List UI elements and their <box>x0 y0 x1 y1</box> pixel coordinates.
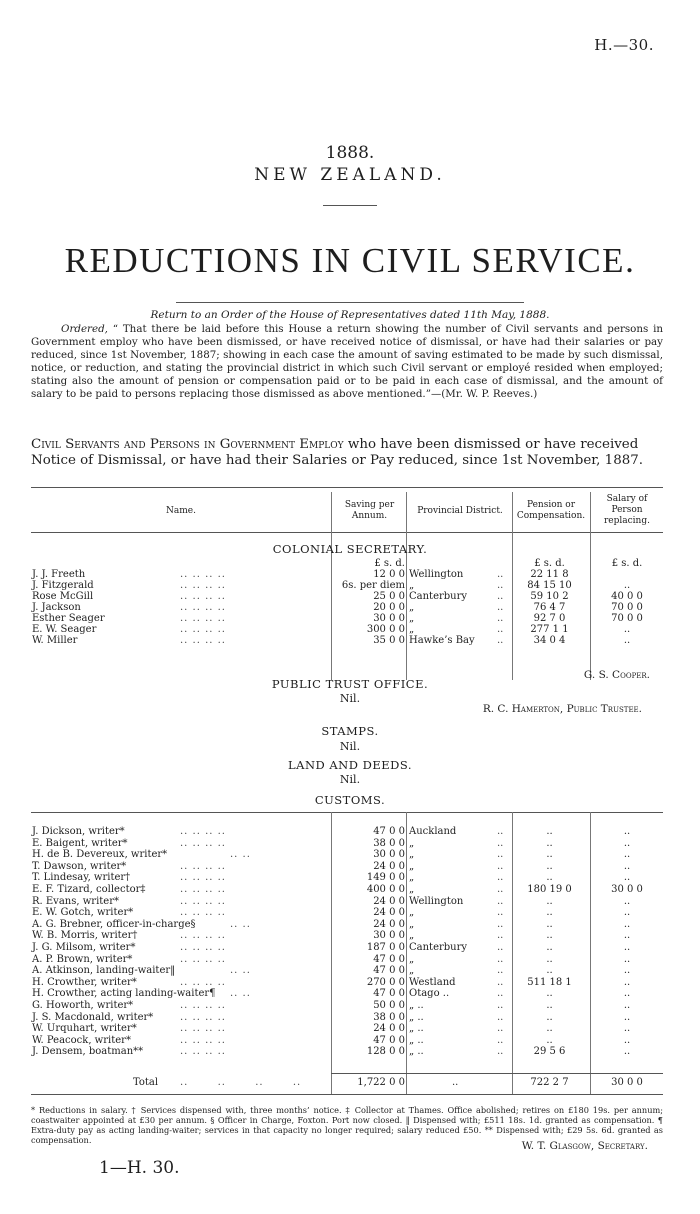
customs-salary: .. <box>623 907 631 919</box>
customs-name: J. Dickson, writer* <box>32 826 125 837</box>
customs-row <box>0 849 700 860</box>
colonial-name: J. Jackson <box>32 602 81 613</box>
customs-row <box>0 861 700 872</box>
customs-pension: .. <box>546 1034 553 1046</box>
customs-leader: .. .. .. .. <box>180 1023 226 1035</box>
customs-row <box>0 977 700 988</box>
col-header-salary-line3: replacing. <box>604 516 650 526</box>
customs-leader: .. .. .. .. <box>180 942 226 953</box>
customs-leader-2: .. <box>497 1000 504 1011</box>
customs-leader-2: .. <box>497 942 504 953</box>
customs-leader: .. .. .. .. <box>180 837 226 849</box>
customs-saving: 30 0 0 <box>373 930 405 942</box>
customs-name: J. Densem, boatman** <box>32 1046 144 1058</box>
colonial-leader: .. .. .. .. <box>180 624 226 635</box>
customs-leader-2: .. <box>497 1023 504 1035</box>
colonial-salary: .. <box>623 635 631 646</box>
colonial-saving: 30 0 0 <box>373 613 405 624</box>
total-leader: .. .. .. .. <box>180 1077 302 1088</box>
colonial-row <box>0 624 700 635</box>
colonial-leader: .. .. .. .. <box>180 613 226 624</box>
customs-salary: .. <box>623 1000 631 1011</box>
colonial-saving: 35 0 0 <box>373 635 405 646</box>
customs-leader-2: .. <box>497 895 504 907</box>
customs-pension: 180 19 0 <box>527 884 572 895</box>
customs-pension: .. <box>546 930 553 942</box>
customs-salary: .. <box>623 1046 631 1058</box>
public-trust-nil: Nil. <box>339 692 361 705</box>
colonial-pension: 92 7 0 <box>533 613 566 624</box>
col-header-salary-line2: Person <box>611 505 643 515</box>
customs-salary: .. <box>623 942 631 953</box>
customs-leader: .. .. .. .. <box>180 953 226 965</box>
customs-leader: .. .. .. .. <box>180 826 226 837</box>
hamerton-signature-text: R. C. Hamerton, Public Trustee. <box>482 703 642 715</box>
col-header-district: Provincial District. <box>417 506 503 516</box>
customs-salary: 30 0 0 <box>611 884 643 895</box>
colonial-district: Canterbury <box>409 591 468 602</box>
colonial-pension: 84 15 10 <box>527 580 572 591</box>
customs-district: „ .. <box>409 1034 424 1046</box>
document-title: REDUCTIONS IN CIVIL SERVICE. <box>64 241 636 280</box>
customs-leader-2: .. <box>497 976 504 988</box>
colonial-leader: .. .. .. .. <box>180 569 226 580</box>
customs-row <box>0 826 700 837</box>
customs-leader-2: .. <box>497 907 504 919</box>
return-line: Return to an Order of the House of Representatives dated 11th May, 1888. <box>150 309 550 321</box>
customs-row <box>0 872 700 883</box>
colonial-row <box>0 635 700 646</box>
customs-district: „ .. <box>409 1046 424 1058</box>
colonial-saving: 6s. per diem <box>341 580 405 591</box>
customs-salary: .. <box>623 849 631 861</box>
customs-leader-2: .. <box>497 988 504 1000</box>
customs-pension: .. <box>546 1000 553 1011</box>
customs-saving: 47 0 0 <box>373 1034 405 1046</box>
col-header-pension <box>512 500 590 522</box>
customs-district: Otago .. <box>409 988 450 1000</box>
page-number: H.—30. <box>594 36 654 54</box>
customs-district: „ <box>409 918 415 930</box>
land-deeds-nil: Nil. <box>339 773 361 786</box>
ordered-label: Ordered, <box>61 323 108 335</box>
col-header-saving <box>333 500 406 522</box>
customs-pension: .. <box>546 965 553 977</box>
customs-saving: 38 0 0 <box>373 837 405 849</box>
print-number: 1—H. 30. <box>99 1158 180 1178</box>
colonial-district: „ <box>409 613 415 624</box>
customs-row <box>0 838 700 849</box>
colonial-row <box>0 613 700 624</box>
customs-row <box>0 988 700 999</box>
colonial-salary: 70 0 0 <box>611 602 643 613</box>
customs-pension: .. <box>546 1023 553 1035</box>
total-label: Total <box>133 1077 159 1088</box>
customs-row <box>0 930 700 941</box>
customs-name: A. G. Brebner, officer-in-charge§ <box>32 918 196 930</box>
customs-row <box>0 954 700 965</box>
customs-saving: 38 0 0 <box>373 1011 405 1023</box>
customs-name: G. Howorth, writer* <box>32 1000 134 1011</box>
title-rule-bottom <box>176 302 524 303</box>
customs-row <box>0 907 700 918</box>
customs-name: J. G. Milsom, writer* <box>32 942 136 953</box>
header-bottom-rule <box>31 532 663 533</box>
customs-leader-2: .. <box>497 918 504 930</box>
customs-pension: .. <box>546 849 553 861</box>
heading-small-caps: Civil Servants and Persons in Government Employ <box>31 437 344 452</box>
customs-leader-2: .. <box>497 953 504 965</box>
customs-name: T. Lindesay, writer† <box>32 872 131 884</box>
customs-district: „ <box>409 965 415 977</box>
customs-row <box>0 1023 700 1034</box>
col-header-saving-line2: Annum. <box>351 511 388 521</box>
col-header-salary-line1: Salary of <box>606 494 648 504</box>
customs-leader-2: .. <box>497 837 504 849</box>
customs-leader-2: .. <box>497 930 504 942</box>
customs-leader-2: .. <box>497 884 504 895</box>
customs-pension: .. <box>546 895 553 907</box>
units-saving: £ s. d. <box>374 558 405 569</box>
customs-leader: .. .. .. .. <box>180 872 226 884</box>
customs-district: „ <box>409 872 415 884</box>
customs-salary: .. <box>623 1011 631 1023</box>
table-top-rule <box>31 487 663 488</box>
customs-saving: 47 0 0 <box>373 826 405 837</box>
customs-pension: .. <box>546 1011 553 1023</box>
colonial-row <box>0 580 700 591</box>
customs-district: „ .. <box>409 1000 424 1011</box>
customs-salary: .. <box>623 918 631 930</box>
glasgow-signature-text: W. T. Glasgow, Secretary. <box>521 1140 648 1152</box>
customs-district: Auckland <box>409 826 457 837</box>
colonial-name: J. Fitzgerald <box>32 580 94 591</box>
customs-saving: 24 0 0 <box>373 895 405 907</box>
hamerton-signature <box>483 703 642 715</box>
customs-pension: 511 18 1 <box>527 976 572 988</box>
colonial-leader-2: .. <box>497 613 504 624</box>
colonial-leader-2: .. <box>497 635 504 646</box>
customs-district: Canterbury <box>409 942 468 953</box>
customs-salary: .. <box>623 837 631 849</box>
customs-saving: 47 0 0 <box>373 965 405 977</box>
customs-name: A. Atkinson, landing-waiter‖ <box>32 965 176 977</box>
customs-district: „ .. <box>409 1023 424 1035</box>
customs-saving: 187 0 0 <box>366 942 405 953</box>
customs-leader: .. .. .. .. <box>180 860 226 872</box>
order-paragraph <box>31 323 663 401</box>
col-header-name: Name. <box>166 506 196 516</box>
customs-district: „ .. <box>409 1011 424 1023</box>
colonial-name: W. Miller <box>32 635 78 646</box>
customs-district: „ <box>409 953 415 965</box>
colonial-district: „ <box>409 580 415 591</box>
colonial-row <box>0 602 700 613</box>
customs-leader: .. .. .. .. <box>180 1046 226 1058</box>
colonial-pension: 22 11 8 <box>530 569 569 580</box>
table-heading <box>31 437 663 469</box>
colonial-name: Esther Seager <box>32 613 105 624</box>
col-header-pension-line1: Pension or <box>526 500 576 510</box>
customs-leader: .. .. .. .. <box>180 895 226 907</box>
customs-leader: .. .. .. .. <box>180 1034 226 1046</box>
customs-leader: .. .. .. .. <box>180 1011 226 1023</box>
customs-leader-2: .. <box>497 965 504 977</box>
customs-saving: 30 0 0 <box>373 849 405 861</box>
section-stamps: STAMPS. <box>321 724 379 738</box>
customs-pension: .. <box>546 837 553 849</box>
customs-saving: 270 0 0 <box>366 976 405 988</box>
colonial-district: „ <box>409 602 415 613</box>
ordered-text: “ That there be laid before this House a return showing the number of Civil servants and persons in Government employ who have been dismissed, or have received notice of dismissal, or have had their salaries or pay reduced, since 1st November, 1887; showing in each case the amount of saving estimated to be made by such dismissal, notice, or reduction, and stating the provincial district in which such Civil servant or employé resided when employed; stating also the amount of pension or compensation paid or to be paid in each case of dismissal, and the amount of salary to be paid to persons replacing those dismissed as above mentioned.”—(Mr. W. P. Reeves.) <box>31 323 663 400</box>
customs-district: „ <box>409 837 415 849</box>
colonial-leader: .. .. .. .. <box>180 602 226 613</box>
customs-leader: .. .. .. .. <box>180 930 226 942</box>
colonial-salary: 40 0 0 <box>611 591 643 602</box>
customs-name: R. Evans, writer* <box>32 895 119 907</box>
colonial-row <box>0 569 700 580</box>
colonial-leader-2: .. <box>497 591 504 602</box>
customs-district: „ <box>409 930 415 942</box>
title-rule-top <box>323 205 377 206</box>
total-district: .. <box>452 1077 459 1088</box>
cooper-signature-text: G. S. Cooper. <box>583 669 650 681</box>
colonial-leader: .. .. .. .. <box>180 635 226 646</box>
customs-leader: .. .. <box>230 849 251 861</box>
customs-leader: .. .. <box>230 965 251 977</box>
customs-name: H. de B. Devereux, writer* <box>32 849 168 861</box>
colonial-leader-2: .. <box>497 580 504 591</box>
customs-salary: .. <box>623 860 631 872</box>
colonial-row <box>0 591 700 602</box>
customs-leader: .. .. .. .. <box>180 884 226 895</box>
colonial-saving: 20 0 0 <box>373 602 405 613</box>
customs-row <box>0 1035 700 1046</box>
customs-salary: .. <box>623 895 631 907</box>
colonial-saving: 300 0 0 <box>366 624 405 635</box>
customs-saving: 24 0 0 <box>373 907 405 919</box>
customs-saving: 50 0 0 <box>373 1000 405 1011</box>
customs-row <box>0 965 700 976</box>
customs-name: W. Peacock, writer* <box>32 1034 131 1046</box>
colonial-name: J. J. Freeth <box>32 569 86 580</box>
colonial-name: Rose McGill <box>32 591 94 602</box>
customs-row <box>0 884 700 895</box>
customs-leader: .. .. <box>230 988 251 1000</box>
customs-name: H. Crowther, writer* <box>32 976 137 988</box>
total-saving: 1,722 0 0 <box>357 1077 405 1088</box>
customs-row <box>0 1012 700 1023</box>
total-row <box>0 1077 700 1088</box>
heading-rest: who have been dismissed or have received Notice of Dismissal, or have had their Salaries or Pay reduced, since 1st November, 1887. <box>31 437 644 468</box>
customs-district: Westland <box>409 976 456 988</box>
colonial-leader-2: .. <box>497 569 504 580</box>
section-land-deeds: LAND AND DEEDS. <box>288 758 412 772</box>
glasgow-signature <box>522 1140 648 1152</box>
customs-district: „ <box>409 860 415 872</box>
customs-saving: 400 0 0 <box>366 884 405 895</box>
customs-pension: .. <box>546 826 553 837</box>
customs-leader-2: .. <box>497 826 504 837</box>
customs-saving: 24 0 0 <box>373 918 405 930</box>
colonial-salary: .. <box>623 580 631 591</box>
customs-leader: .. .. .. .. <box>180 1000 226 1011</box>
total-salary: 30 0 0 <box>611 1077 643 1088</box>
section-colonial-secretary: COLONIAL SECRETARY. <box>272 542 428 556</box>
colonial-saving: 25 0 0 <box>373 591 405 602</box>
colonial-leader: .. .. .. .. <box>180 580 226 591</box>
customs-name: E. W. Gotch, writer* <box>32 907 134 919</box>
customs-saving: 24 0 0 <box>373 860 405 872</box>
colonial-leader: .. .. .. .. <box>180 591 226 602</box>
colonial-pension: 277 1 1 <box>530 624 569 635</box>
customs-name: H. Crowther, acting landing-waiter¶ <box>32 988 216 1000</box>
customs-leader-2: .. <box>497 1046 504 1058</box>
col-header-saving-line1: Saving per <box>344 500 395 510</box>
colonial-district: Hawke’s Bay <box>409 635 475 646</box>
customs-saving: 24 0 0 <box>373 1023 405 1035</box>
country: NEW ZEALAND. <box>254 165 446 185</box>
customs-pension: .. <box>546 907 553 919</box>
customs-pension: .. <box>546 988 553 1000</box>
units-salary: £ s. d. <box>611 558 643 569</box>
customs-name: J. S. Macdonald, writer* <box>32 1011 154 1023</box>
section-public-trust: PUBLIC TRUST OFFICE. <box>271 677 429 691</box>
footnotes: * Reductions in salary. † Services dispensed with, three months’ notice. ‡ Collector at Thames. Office abolished; retires on £180 19s. per annum; coastwaiter appointed at £30 per annum. § Officer in Charge, Foxton. Port now closed. ‖ Dispensed with; £511 18s. 1d. granted as compensation. ¶ Extra-duty pay as acting landing-waiter; services in that capacity no longer required; salary reduced £50. ** Dispensed with; £29 5s. 6d. granted as compensation. <box>31 1105 663 1145</box>
customs-salary: .. <box>623 872 631 884</box>
customs-salary: .. <box>623 826 631 837</box>
units-pension: £ s. d. <box>534 558 565 569</box>
colonial-pension: 76 4 7 <box>533 602 566 613</box>
customs-pension: .. <box>546 953 553 965</box>
customs-salary: .. <box>623 930 631 942</box>
customs-leader: .. .. .. .. <box>180 976 226 988</box>
customs-name: E. Baigent, writer* <box>32 837 128 849</box>
colonial-pension: 59 10 2 <box>530 591 569 602</box>
section-customs: CUSTOMS. <box>314 793 386 807</box>
colonial-leader-2: .. <box>497 602 504 613</box>
customs-leader: .. .. <box>230 918 251 930</box>
customs-top-rule <box>31 812 663 813</box>
customs-salary: .. <box>623 988 631 1000</box>
customs-saving: 149 0 0 <box>366 872 405 884</box>
customs-leader-2: .. <box>497 1011 504 1023</box>
customs-salary: .. <box>623 976 631 988</box>
col-header-salary <box>590 494 664 527</box>
customs-salary: .. <box>623 1034 631 1046</box>
colonial-district: Wellington <box>409 569 464 580</box>
table-bottom-rule <box>31 1094 663 1095</box>
customs-leader-2: .. <box>497 872 504 884</box>
customs-name: W. Urquhart, writer* <box>32 1023 137 1035</box>
colonial-salary: .. <box>623 624 631 635</box>
customs-saving: 128 0 0 <box>366 1046 405 1058</box>
customs-leader-2: .. <box>497 860 504 872</box>
customs-pension: 29 5 6 <box>533 1046 566 1058</box>
customs-name: A. P. Brown, writer* <box>32 953 133 965</box>
customs-pension: .. <box>546 918 553 930</box>
customs-salary: .. <box>623 953 631 965</box>
customs-district: „ <box>409 907 415 919</box>
customs-saving: 47 0 0 <box>373 988 405 1000</box>
colonial-leader-2: .. <box>497 624 504 635</box>
customs-row <box>0 1046 700 1057</box>
customs-pension: .. <box>546 860 553 872</box>
total-top-rule <box>331 1073 663 1074</box>
customs-row <box>0 896 700 907</box>
customs-name: W. B. Morris, writer† <box>32 930 138 942</box>
col-header-pension-line2: Compensation. <box>516 511 586 521</box>
colonial-salary: 70 0 0 <box>611 613 643 624</box>
customs-leader: .. .. .. .. <box>180 907 226 919</box>
customs-district: „ <box>409 849 415 861</box>
customs-leader-2: .. <box>497 1034 504 1046</box>
customs-name: T. Dawson, writer* <box>32 860 127 872</box>
customs-row <box>0 1000 700 1011</box>
customs-pension: .. <box>546 942 553 953</box>
stamps-nil: Nil. <box>339 740 361 753</box>
customs-pension: .. <box>546 872 553 884</box>
customs-name: E. F. Tizard, collector‡ <box>32 884 146 895</box>
colonial-name: E. W. Seager <box>32 624 97 635</box>
customs-row <box>0 942 700 953</box>
colonial-saving: 12 0 0 <box>373 569 405 580</box>
customs-salary: .. <box>623 965 631 977</box>
colonial-pension: 34 0 4 <box>533 635 566 646</box>
year: 1888. <box>325 143 375 163</box>
customs-district: „ <box>409 884 415 895</box>
customs-district: Wellington <box>409 895 464 907</box>
customs-leader-2: .. <box>497 849 504 861</box>
customs-saving: 47 0 0 <box>373 953 405 965</box>
colonial-district: „ <box>409 624 415 635</box>
total-pension: 722 2 7 <box>530 1077 569 1088</box>
units-row <box>0 558 700 569</box>
customs-salary: .. <box>623 1023 631 1035</box>
customs-row <box>0 919 700 930</box>
